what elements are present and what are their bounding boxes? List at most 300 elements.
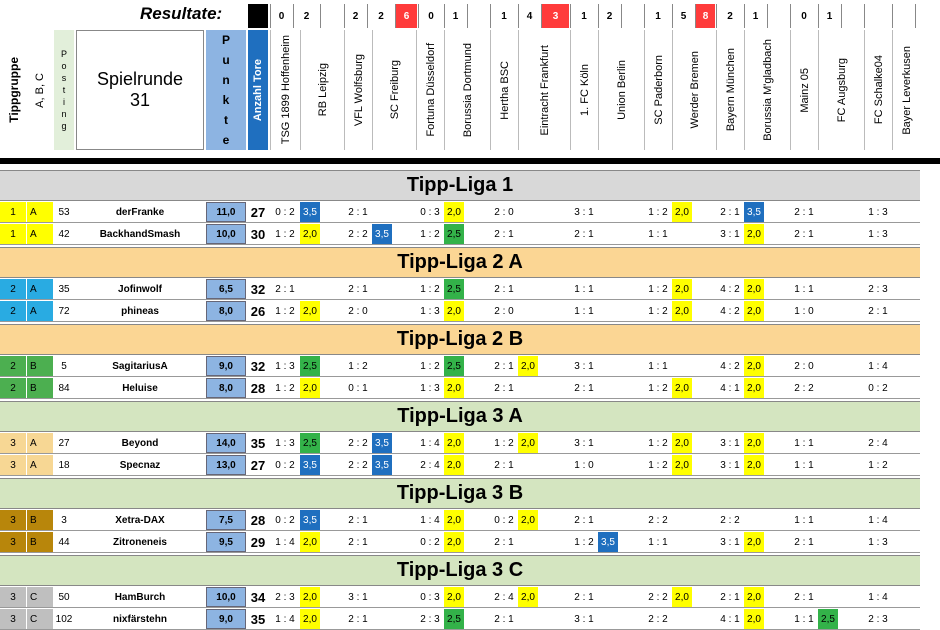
- tipp-cell: 2,0: [300, 587, 320, 607]
- player-row: [0, 224, 920, 245]
- tipp-cell: [818, 510, 864, 530]
- tipp-cell: 2 : 1: [794, 536, 814, 548]
- tipp-cell: 1 : 4: [868, 591, 888, 603]
- tipp-cell: 3,5: [300, 455, 320, 475]
- tipp-cell: 1 : 2: [420, 283, 440, 295]
- tipp-cell: 3,5: [744, 202, 764, 222]
- section-title: Tipp-Liga 2 B: [0, 324, 920, 355]
- tipp-cell: 3,5: [372, 224, 392, 244]
- team-name: Mainz 05: [798, 67, 811, 113]
- tipp-cell: 3,5: [300, 510, 320, 530]
- result-cell: 1: [444, 4, 466, 28]
- posting-cell: 102: [55, 613, 73, 625]
- tipp-cell: [372, 510, 416, 530]
- tipp-cell: 2 : 4: [420, 459, 440, 471]
- team-header: [864, 30, 892, 150]
- posting-cell: 72: [58, 305, 70, 317]
- team-name: Union Berlin: [615, 60, 628, 120]
- result-cell: [915, 4, 934, 28]
- tipp-cell: 2 : 3: [420, 613, 440, 625]
- tipp-cell: 2 : 1: [275, 283, 295, 295]
- tipp-cell: 2 : 3: [868, 283, 888, 295]
- team-name: TSG 1899 Hoffenheim: [279, 35, 292, 145]
- tipp-cell: [892, 356, 920, 376]
- result-cell: 0: [418, 4, 443, 28]
- tipp-cell: [672, 532, 716, 552]
- tipp-cell: 2 : 1: [574, 382, 594, 394]
- punkte-letter: n: [222, 73, 230, 87]
- points-cell: 8,0: [206, 301, 246, 321]
- posting-cell: 50: [58, 591, 70, 603]
- abc-cell: A: [27, 279, 53, 299]
- team-header: [344, 30, 372, 150]
- tore-cell: 27: [250, 204, 266, 220]
- tipp-cell: 2,5: [444, 356, 464, 376]
- abc-cell: B: [27, 356, 53, 376]
- punkte-letter: e: [222, 133, 230, 147]
- tipp-cell: 2 : 1: [574, 228, 594, 240]
- tipp-cell: 2,0: [744, 532, 764, 552]
- tipp-cell: 2,0: [672, 202, 692, 222]
- section-title: Tipp-Liga 1: [0, 170, 920, 201]
- tipp-cell: [372, 202, 416, 222]
- result-cell: 2: [293, 4, 319, 28]
- player-row: [0, 202, 920, 223]
- tipp-cell: [300, 279, 344, 299]
- tipp-cell: 2,0: [672, 279, 692, 299]
- tipp-cell: 2,0: [444, 301, 464, 321]
- tipp-cell: 2,0: [300, 532, 320, 552]
- tipp-cell: 2,0: [744, 301, 764, 321]
- group-cell: 3: [0, 510, 26, 530]
- resultate-label: Resultate:: [140, 4, 223, 23]
- tipp-cell: 2 : 2: [348, 459, 368, 471]
- team-name: Fortuna Düsseldorf: [424, 43, 437, 137]
- tipp-cell: 2 : 0: [494, 305, 514, 317]
- tipp-cell: 2 : 1: [348, 613, 368, 625]
- tipp-cell: 1 : 1: [794, 514, 814, 526]
- abc-cell: C: [27, 609, 53, 629]
- tipp-cell: 2,0: [518, 433, 538, 453]
- points-cell: 8,0: [206, 378, 246, 398]
- tipp-cell: [598, 609, 644, 629]
- tipp-cell: 1 : 3: [420, 382, 440, 394]
- tipp-cell: 0 : 2: [275, 459, 295, 471]
- group-cell: 2: [0, 356, 26, 376]
- posting-cell: 3: [61, 514, 67, 526]
- tore-cell: 28: [250, 512, 266, 528]
- tipp-cell: [818, 224, 864, 244]
- abc-cell: B: [27, 510, 53, 530]
- tipp-cell: 2,0: [744, 587, 764, 607]
- tipp-cell: 2 : 1: [574, 514, 594, 526]
- group-cell: 3: [0, 609, 26, 629]
- tipp-cell: 2 : 1: [494, 459, 514, 471]
- tipp-cell: [892, 433, 920, 453]
- anzahl-tore-header: [248, 30, 268, 150]
- tipp-cell: 3 : 1: [720, 437, 740, 449]
- abc-cell: A: [27, 455, 53, 475]
- section-title: Tipp-Liga 3 A: [0, 401, 920, 432]
- result-cell: 8: [695, 4, 715, 28]
- tore-cell: 29: [250, 534, 266, 550]
- tipp-cell: 1 : 2: [275, 382, 295, 394]
- tipp-cell: [518, 301, 570, 321]
- tipp-cell: [372, 301, 416, 321]
- tipp-cell: 2,0: [444, 510, 464, 530]
- tipp-cell: [598, 455, 644, 475]
- tipp-cell: 3 : 1: [348, 591, 368, 603]
- tipp-cell: 2 : 2: [348, 437, 368, 449]
- abc-cell: B: [27, 378, 53, 398]
- tipp-cell: 2,0: [518, 356, 538, 376]
- tipp-cell: 2 : 1: [720, 591, 740, 603]
- tipp-cell: 2,5: [444, 224, 464, 244]
- tipp-cell: 2 : 1: [494, 283, 514, 295]
- team-header: [416, 30, 444, 150]
- tipp-cell: 1 : 1: [794, 283, 814, 295]
- tipp-cell: 1 : 0: [574, 459, 594, 471]
- tipp-cell: [598, 279, 644, 299]
- posting-letter: P: [60, 49, 67, 59]
- posting-cell: 53: [58, 206, 70, 218]
- tipp-cell: 2,0: [672, 455, 692, 475]
- tipp-cell: 2 : 0: [348, 305, 368, 317]
- tipp-cell: 2,0: [744, 224, 764, 244]
- player-name: Xetra-DAX: [115, 514, 165, 526]
- tipp-cell: [672, 224, 716, 244]
- section-title: Tipp-Liga 2 A: [0, 247, 920, 278]
- tipp-cell: 1 : 2: [648, 437, 668, 449]
- tipp-cell: [518, 224, 570, 244]
- tipp-cell: 2 : 1: [494, 228, 514, 240]
- team-header: [444, 30, 490, 150]
- tipp-cell: [892, 609, 920, 629]
- section-title: Tipp-Liga 3 C: [0, 555, 920, 586]
- tore-cell: 32: [250, 281, 266, 297]
- player-name: Jofinwolf: [118, 283, 162, 295]
- group-cell: 2: [0, 378, 26, 398]
- team-name: SC Paderborn: [652, 55, 665, 125]
- result-cell: [864, 4, 891, 28]
- result-cell: [467, 4, 489, 28]
- posting-header: [54, 30, 74, 150]
- tipp-cell: 2 : 4: [494, 591, 514, 603]
- tipp-cell: 2,0: [444, 433, 464, 453]
- posting-letter: s: [61, 73, 67, 83]
- player-name: Specnaz: [119, 459, 161, 471]
- tipp-cell: 3 : 1: [720, 459, 740, 471]
- player-name: phineas: [121, 305, 159, 317]
- result-cell: 4: [518, 4, 540, 28]
- tipp-cell: [892, 378, 920, 398]
- tipp-cell: [672, 356, 716, 376]
- team-name: Werder Bremen: [688, 51, 701, 129]
- group-cell: 3: [0, 587, 26, 607]
- tore-cell: 35: [250, 435, 266, 451]
- player-name: BackhandSmash: [99, 228, 181, 240]
- player-row: [0, 455, 920, 476]
- tipp-cell: 1 : 3: [868, 228, 888, 240]
- tipp-cell: [518, 609, 570, 629]
- result-cell: 1: [818, 4, 840, 28]
- tipp-cell: 2,0: [518, 587, 538, 607]
- tipp-cell: 4 : 2: [720, 283, 740, 295]
- group-cell: 1: [0, 202, 26, 222]
- team-name: Bayer Leverkusen: [900, 45, 913, 135]
- abc-cell: A: [27, 224, 53, 244]
- tipp-cell: 0 : 2: [420, 536, 440, 548]
- tipp-cell: 2,0: [444, 378, 464, 398]
- team-name: FC Schalke04: [872, 55, 885, 125]
- tipp-cell: 1 : 2: [648, 382, 668, 394]
- tipp-cell: 3,5: [300, 202, 320, 222]
- tipp-cell: 2,0: [672, 433, 692, 453]
- team-name: RB Leipzig: [316, 63, 329, 117]
- tipp-cell: [818, 587, 864, 607]
- spielrunde-number: 31: [129, 90, 151, 110]
- team-header: [644, 30, 672, 150]
- player-row: [0, 301, 920, 322]
- posting-cell: 18: [58, 459, 70, 471]
- tipp-cell: 0 : 2: [275, 514, 295, 526]
- tipp-cell: [598, 202, 644, 222]
- tipp-cell: 2,0: [744, 609, 764, 629]
- team-header: [716, 30, 744, 150]
- result-cell: 2: [344, 4, 366, 28]
- team-name: Hertha BSC: [498, 60, 511, 120]
- posting-cell: 5: [61, 360, 67, 372]
- player-row: [0, 532, 920, 553]
- posting-letter: i: [63, 97, 65, 107]
- points-cell: 6,5: [206, 279, 246, 299]
- tipp-cell: 2 : 2: [794, 382, 814, 394]
- tipp-cell: 3 : 1: [574, 613, 594, 625]
- tipp-cell: 0 : 1: [348, 382, 368, 394]
- tore-cell: 34: [250, 589, 266, 605]
- tipp-cell: [892, 202, 920, 222]
- result-cell: 1: [490, 4, 517, 28]
- tipp-cell: [818, 356, 864, 376]
- tipp-cell: 2,0: [518, 510, 538, 530]
- tipp-cell: 0 : 2: [494, 514, 514, 526]
- tipp-cell: 2 : 1: [348, 514, 368, 526]
- tipp-cell: [818, 532, 864, 552]
- tipp-cell: 3 : 1: [574, 360, 594, 372]
- tipp-cell: 2 : 1: [794, 228, 814, 240]
- result-cell: 5: [672, 4, 694, 28]
- team-header: [300, 30, 344, 150]
- posting-letter: t: [62, 85, 66, 95]
- result-cell: 2: [598, 4, 620, 28]
- points-cell: 9,0: [206, 356, 246, 376]
- tipp-cell: 1 : 1: [648, 228, 668, 240]
- tipp-cell: 1 : 1: [574, 283, 594, 295]
- tipp-cell: [518, 455, 570, 475]
- team-header: [518, 30, 570, 150]
- tipp-cell: 1 : 2: [420, 360, 440, 372]
- tipp-cell: 1 : 3: [275, 360, 295, 372]
- tipp-cell: [818, 455, 864, 475]
- tipp-cell: [892, 301, 920, 321]
- section-title: Tipp-Liga 3 B: [0, 478, 920, 509]
- tipp-cell: 2 : 1: [794, 206, 814, 218]
- resultate-black-cell: [248, 4, 268, 28]
- team-header: [598, 30, 644, 150]
- tipp-cell: 2,0: [300, 224, 320, 244]
- player-name: Heluise: [122, 382, 158, 394]
- result-cell: 1: [570, 4, 597, 28]
- tipp-cell: 3 : 1: [574, 206, 594, 218]
- punkte-letter: P: [221, 33, 230, 47]
- team-name: Borussia Dortmund: [461, 42, 474, 138]
- tipp-cell: 3,5: [598, 532, 618, 552]
- tipp-cell: 1 : 4: [275, 536, 295, 548]
- tipp-cell: 2,0: [744, 279, 764, 299]
- tipp-cell: 2 : 0: [494, 206, 514, 218]
- tipp-cell: [892, 279, 920, 299]
- tipp-cell: 2 : 1: [494, 360, 514, 372]
- team-header: [892, 30, 920, 150]
- tipp-cell: 2,0: [744, 455, 764, 475]
- tipp-cell: 4 : 1: [720, 382, 740, 394]
- punkte-letter: k: [222, 93, 230, 107]
- tipp-cell: 2 : 0: [794, 360, 814, 372]
- tipp-cell: 1 : 4: [868, 360, 888, 372]
- header-divider: [0, 158, 940, 164]
- tipp-cell: 1 : 4: [420, 437, 440, 449]
- result-cell: 2: [367, 4, 394, 28]
- posting-cell: 84: [58, 382, 70, 394]
- player-row: [0, 356, 920, 377]
- player-row: [0, 609, 920, 630]
- tipp-cell: 1 : 2: [494, 437, 514, 449]
- tippgruppe-label: Tippgruppe: [7, 57, 21, 123]
- tipp-cell: 2,0: [672, 378, 692, 398]
- result-cell: 1: [644, 4, 671, 28]
- tipp-cell: [892, 532, 920, 552]
- tore-cell: 28: [250, 380, 266, 396]
- team-name: 1. FC Köln: [578, 64, 591, 116]
- tipp-cell: 1 : 4: [420, 514, 440, 526]
- tipp-cell: 2 : 2: [648, 514, 668, 526]
- tipp-cell: 2 : 4: [868, 437, 888, 449]
- tore-cell: 32: [250, 358, 266, 374]
- spielrunde-label: Spielrunde: [96, 69, 184, 89]
- team-name: Bayern München: [724, 48, 737, 132]
- player-name: SagitariusA: [112, 360, 168, 372]
- tipp-cell: 2 : 2: [648, 613, 668, 625]
- anzahl-tore-label: Anzahl Tore: [252, 58, 264, 122]
- tipp-cell: 1 : 1: [648, 360, 668, 372]
- team-header: [672, 30, 716, 150]
- tipp-cell: [518, 202, 570, 222]
- tipp-cell: 2,5: [444, 609, 464, 629]
- tipp-cell: 2 : 1: [794, 591, 814, 603]
- tipp-cell: 2 : 1: [348, 283, 368, 295]
- tipp-cell: [598, 510, 644, 530]
- team-name: SC Freiburg: [388, 60, 401, 120]
- abc-cell: B: [27, 532, 53, 552]
- tipp-cell: 0 : 3: [420, 591, 440, 603]
- spielrunde-box: [76, 30, 204, 150]
- tipp-cell: 1 : 2: [648, 206, 668, 218]
- team-name: Eintracht Frankfurt: [538, 44, 551, 136]
- posting-letter: n: [61, 109, 67, 119]
- tipp-cell: [598, 301, 644, 321]
- points-cell: 14,0: [206, 433, 246, 453]
- tipp-cell: 2 : 1: [348, 206, 368, 218]
- team-header: [790, 30, 818, 150]
- points-cell: 13,0: [206, 455, 246, 475]
- points-cell: 7,5: [206, 510, 246, 530]
- tipp-cell: 2,0: [744, 356, 764, 376]
- tipp-cell: 2 : 3: [868, 613, 888, 625]
- player-name: Zitroneneis: [113, 536, 167, 548]
- group-cell: 1: [0, 224, 26, 244]
- tipp-cell: 2 : 1: [494, 613, 514, 625]
- tipp-cell: 3,5: [372, 455, 392, 475]
- tipp-cell: 1 : 2: [275, 305, 295, 317]
- tore-cell: 35: [250, 611, 266, 627]
- tipp-cell: 3,5: [372, 433, 392, 453]
- tipp-cell: 2 : 1: [574, 591, 594, 603]
- result-cell: [320, 4, 343, 28]
- points-cell: 10,0: [206, 587, 246, 607]
- team-header: [570, 30, 598, 150]
- tipp-cell: 1 : 2: [648, 305, 668, 317]
- abc-cell: A: [27, 301, 53, 321]
- player-name: HamBurch: [114, 591, 166, 603]
- tipp-cell: 4 : 1: [720, 613, 740, 625]
- player-row: [0, 378, 920, 399]
- tipp-cell: 2 : 1: [494, 536, 514, 548]
- team-header: [270, 30, 300, 150]
- tipp-cell: [598, 224, 644, 244]
- tipp-cell: 2,5: [818, 609, 838, 629]
- tipp-cell: [372, 378, 416, 398]
- posting-cell: 35: [58, 283, 70, 295]
- punkte-header: [206, 30, 246, 150]
- team-header: [744, 30, 790, 150]
- group-cell: 3: [0, 532, 26, 552]
- tipp-cell: 1 : 3: [275, 437, 295, 449]
- tipp-cell: 2 : 1: [868, 305, 888, 317]
- tipp-cell: 2 : 2: [720, 514, 740, 526]
- tipp-cell: [818, 202, 864, 222]
- tipp-cell: [818, 433, 864, 453]
- tipp-cell: [518, 378, 570, 398]
- player-row: [0, 433, 920, 454]
- team-header: [372, 30, 416, 150]
- tipp-cell: [598, 378, 644, 398]
- tipp-cell: 2,0: [300, 609, 320, 629]
- tipp-cell: 2,5: [300, 433, 320, 453]
- tipp-cell: 2 : 1: [720, 206, 740, 218]
- posting-cell: 44: [58, 536, 70, 548]
- tippgruppe-header: [2, 30, 26, 150]
- tipp-cell: 1 : 1: [648, 536, 668, 548]
- tipp-cell: [518, 279, 570, 299]
- tipp-cell: 2,0: [444, 587, 464, 607]
- player-name: derFranke: [115, 206, 165, 218]
- posting-letter: o: [61, 61, 67, 71]
- tipp-cell: 1 : 1: [794, 459, 814, 471]
- abc-cell: C: [27, 587, 53, 607]
- result-cell: 0: [790, 4, 817, 28]
- tipp-cell: [892, 587, 920, 607]
- tore-cell: 26: [250, 303, 266, 319]
